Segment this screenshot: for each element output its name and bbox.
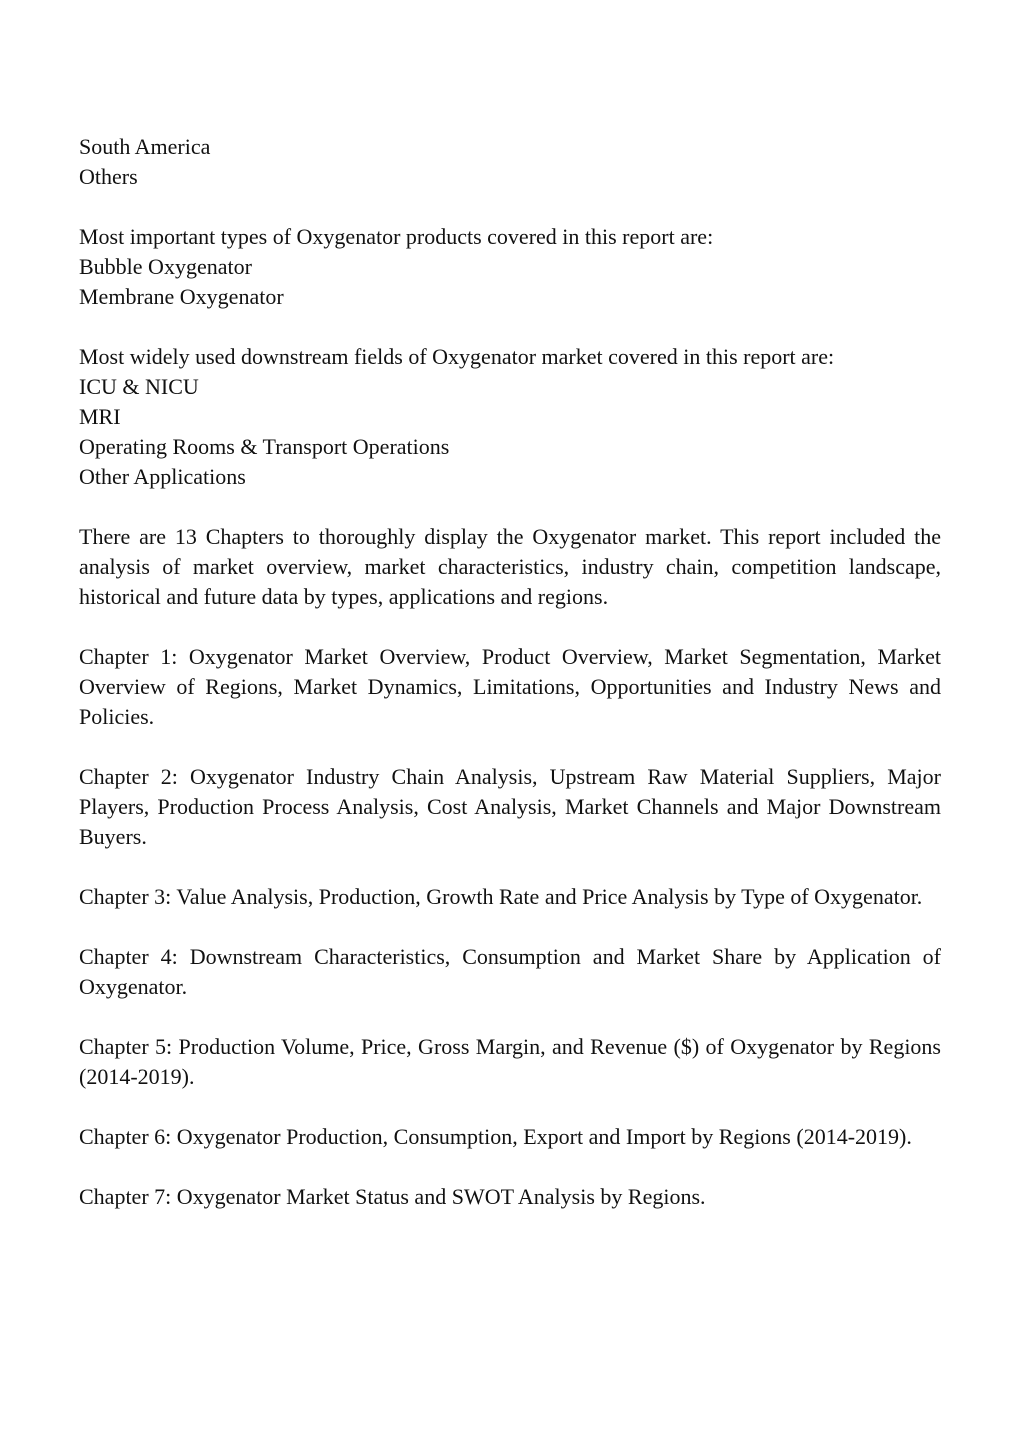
chapter-paragraph: Chapter 3: Value Analysis, Production, Growth Rate and Price Analysis by Type of Oxygenator. (79, 884, 923, 909)
chapter-paragraph: Chapter 2: Oxygenator Industry Chain Analysis, Upstream Raw Material Suppliers, Major Players, Production Process Analysis, Cost Analysis, Market Channels and Major Downstream Buyers. (79, 764, 941, 849)
overview-paragraph: There are 13 Chapters to thoroughly display the Oxygenator market. This report included the analysis of market overview, market characteristics, industry chain, competition landscape, historical and future data by types, applications and regions. (79, 524, 941, 609)
list-item: South America (79, 134, 211, 159)
list-item: ICU & NICU (79, 374, 199, 399)
section-heading: Most important types of Oxygenator products covered in this report are: (79, 224, 714, 249)
list-item: Membrane Oxygenator (79, 284, 284, 309)
types-section (79, 222, 941, 312)
chapter-paragraph: Chapter 4: Downstream Characteristics, Consumption and Market Share by Application of Oxygenator. (79, 944, 941, 999)
list-item: Operating Rooms & Transport Operations (79, 434, 450, 459)
chapter-paragraph: Chapter 7: Oxygenator Market Status and SWOT Analysis by Regions. (79, 1184, 706, 1209)
applications-section (79, 342, 941, 492)
chapter-paragraph: Chapter 6: Oxygenator Production, Consumption, Export and Import by Regions (2014-2019). (79, 1124, 912, 1149)
chapter-paragraph: Chapter 5: Production Volume, Price, Gross Margin, and Revenue ($) of Oxygenator by Regions (2014-2019). (79, 1034, 941, 1089)
list-item: Other Applications (79, 464, 246, 489)
regions-list (79, 132, 941, 192)
document-page (79, 132, 941, 1242)
list-item: Bubble Oxygenator (79, 254, 252, 279)
list-item: Others (79, 164, 138, 189)
chapter-paragraph: Chapter 1: Oxygenator Market Overview, Product Overview, Market Segmentation, Market Overview of Regions, Market Dynamics, Limitations, Opportunities and Industry News and Policies. (79, 644, 941, 729)
section-heading: Most widely used downstream fields of Oxygenator market covered in this report are: (79, 344, 835, 369)
list-item: MRI (79, 404, 121, 429)
